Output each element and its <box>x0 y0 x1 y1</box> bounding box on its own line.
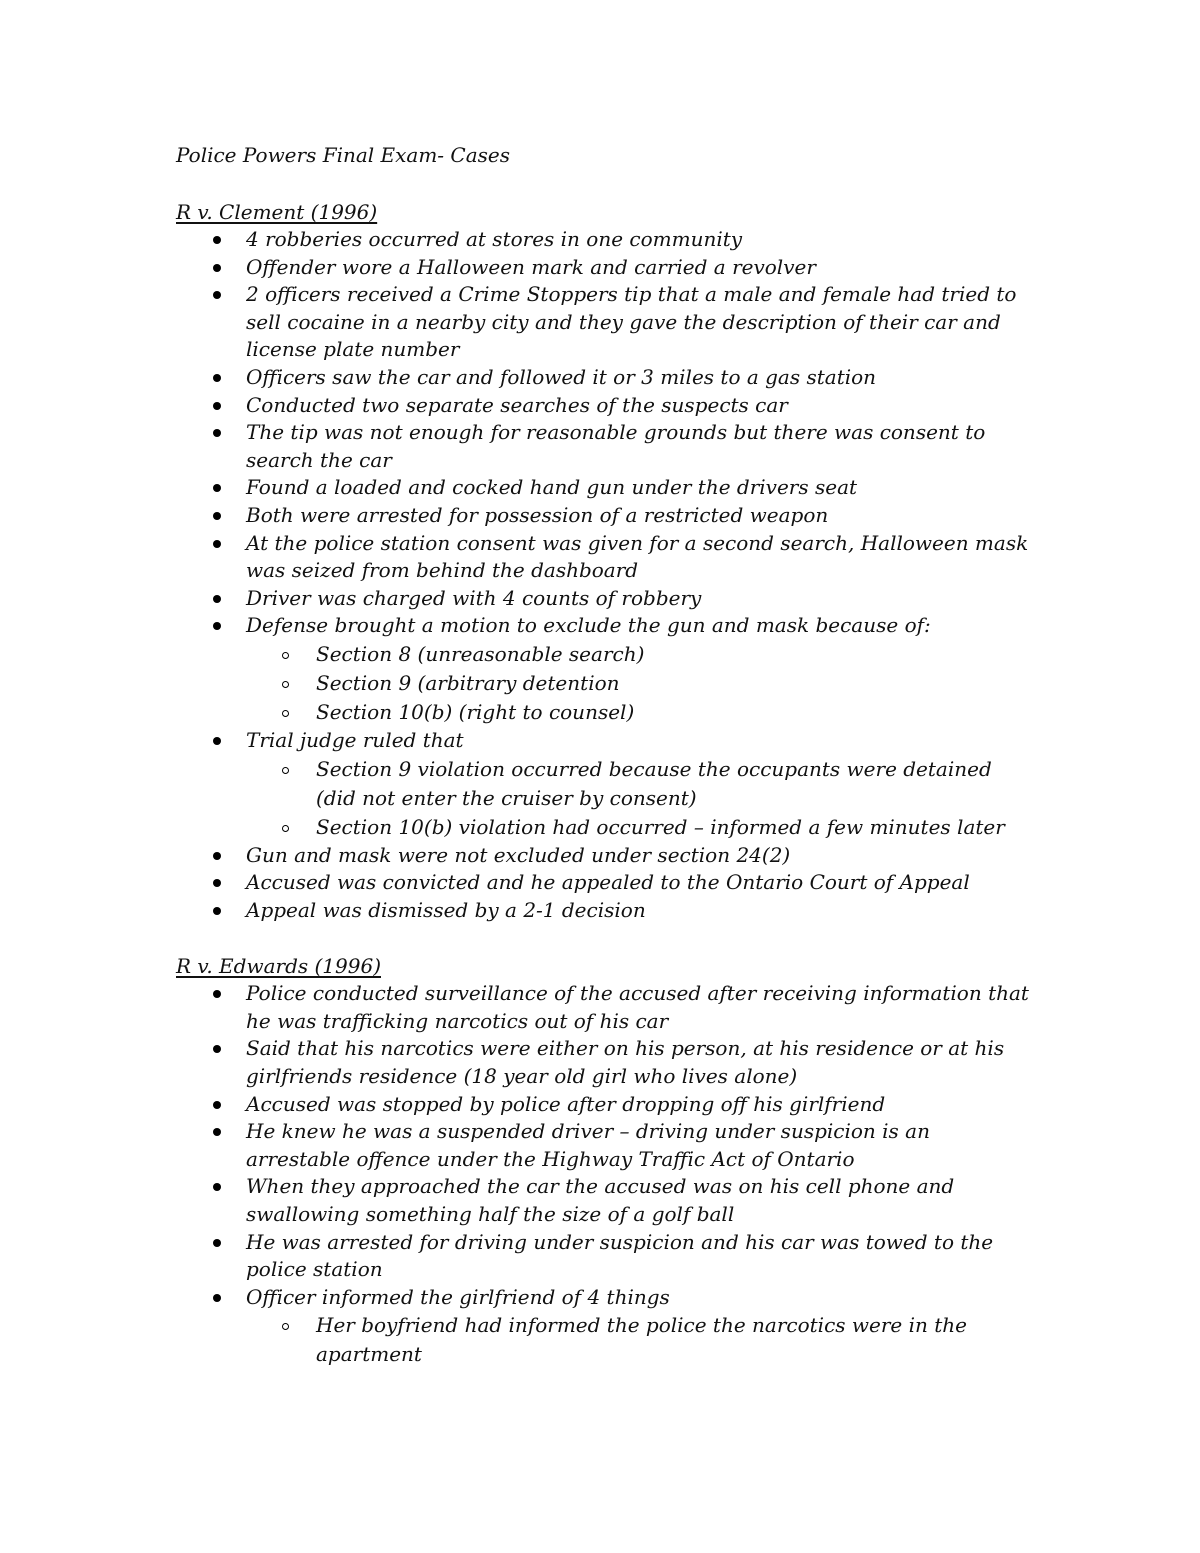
bullet-item <box>176 842 1036 870</box>
bullet-item <box>176 585 1036 613</box>
bullet-text: Accused was convicted and he appealed to the Ontario Court of Appeal <box>246 870 970 895</box>
hollow-circle-bullet-icon <box>282 1323 289 1330</box>
bullet-text: At the police station consent was given for a second search, Halloween mask was seized from behind the dashboard <box>246 530 1029 583</box>
bullet-dot-icon <box>213 374 221 382</box>
bullet-text: Appeal was dismissed by a 2-1 decision <box>246 897 646 922</box>
bullet-dot-icon <box>213 737 221 745</box>
sub-bullet-text: Section 9 (arbitrary detention <box>316 670 620 695</box>
bullet-dot-icon <box>213 484 221 492</box>
bullet-text: Found a loaded and cocked hand gun under the drivers seat <box>246 475 858 500</box>
bullet-dot-icon <box>213 512 221 520</box>
bullet-dot-icon <box>213 879 221 887</box>
bullet-dot-icon <box>213 907 221 915</box>
bullet-dot-icon <box>213 990 221 998</box>
bullet-dot-icon <box>213 540 221 548</box>
case-heading: R v. Edwards (1996) <box>176 954 381 979</box>
sub-bullet-list <box>246 1311 1036 1369</box>
sub-bullet-text: Section 8 (unreasonable search) <box>316 641 645 666</box>
bullet-text: Defense brought a motion to exclude the gun and mask because of: <box>246 613 931 638</box>
bullet-text: He was arrested for driving under suspicion and his car was towed to the police station <box>246 1229 994 1282</box>
bullet-text: Conducted two separate searches of the suspects car <box>246 392 788 417</box>
sub-bullet-list <box>246 640 1036 727</box>
bullet-text: Driver was charged with 4 counts of robbery <box>246 585 702 610</box>
bullet-text: He knew he was a suspended driver – driving under suspicion is an arrestable offence under the Highway Traffic Act of Ontario <box>246 1119 930 1171</box>
hollow-circle-bullet-icon <box>282 652 289 659</box>
bullet-list <box>176 226 1036 924</box>
bullet-item <box>176 1173 1036 1228</box>
bullet-item <box>176 226 1036 254</box>
hollow-circle-bullet-icon <box>282 681 289 688</box>
bullet-item <box>176 869 1036 897</box>
bullet-text: When they approached the car the accused was on his cell phone and swallowing something half the size of a golf ball <box>246 1174 955 1227</box>
bullet-text: The tip was not enough for reasonable grounds but there was consent to search the car <box>246 420 986 472</box>
bullet-dot-icon <box>213 429 221 437</box>
bullet-text: 4 robberies occurred at stores in one community <box>246 227 743 251</box>
bullet-dot-icon <box>213 622 221 630</box>
bullet-dot-icon <box>213 236 221 244</box>
bullet-item <box>176 530 1036 585</box>
bullet-text: Officers saw the car and followed it or 3 miles to a gas station <box>246 364 877 389</box>
bullet-item <box>176 1091 1036 1119</box>
sub-bullet-text: Her boyfriend had informed the police the narcotics were in the apartment <box>316 1313 967 1367</box>
bullet-dot-icon <box>213 1045 221 1053</box>
bullet-text: 2 officers received a Crime Stoppers tip that a male and female had tried to sell cocaine in a nearby city and they gave the description of their car and license plate number <box>246 282 1017 362</box>
bullet-text: Offender wore a Halloween mark and carried a revolver <box>246 254 816 279</box>
case-section <box>176 952 1036 1369</box>
sub-bullet-text: Section 10(b) (right to counsel) <box>316 699 635 724</box>
bullet-text: Said that his narcotics were either on his person, at his residence or at his girlfriends residence (18 year old girl who lives alone) <box>246 1036 1005 1089</box>
bullet-item <box>176 980 1036 1035</box>
bullet-text: Police conducted surveillance of the accused after receiving information that he was trafficking narcotics out of his car <box>246 981 1029 1033</box>
hollow-circle-bullet-icon <box>282 767 289 774</box>
bullet-item <box>176 1035 1036 1090</box>
case-section <box>176 198 1036 924</box>
case-heading: R v. Clement (1996) <box>176 200 378 224</box>
bullet-item <box>176 612 1036 727</box>
bullet-dot-icon <box>213 852 221 860</box>
bullet-dot-icon <box>213 402 221 410</box>
bullet-item <box>176 897 1036 925</box>
bullet-dot-icon <box>213 264 221 272</box>
bullet-dot-icon <box>213 291 221 299</box>
bullet-item <box>176 1118 1036 1173</box>
bullet-dot-icon <box>213 1101 221 1109</box>
bullet-item <box>176 1284 1036 1370</box>
bullet-item <box>176 364 1036 392</box>
bullet-text: Trial judge ruled that <box>246 727 464 752</box>
bullet-text: Gun and mask were not excluded under section 24(2) <box>246 842 791 867</box>
sub-bullet-text: Section 9 violation occurred because the occupants were detained (did not enter the cruiser by consent) <box>316 756 992 810</box>
sub-bullet-text: Section 10(b) violation had occurred – informed a few minutes later <box>316 814 1005 839</box>
cases-container <box>176 198 1036 1369</box>
sub-bullet-list <box>246 755 1036 842</box>
bullet-text: Both were arrested for possession of a restricted weapon <box>246 502 829 527</box>
bullet-text: Officer informed the girlfriend of 4 things <box>246 1284 670 1309</box>
sub-bullet-item <box>246 755 1036 813</box>
bullet-item <box>176 474 1036 502</box>
bullet-dot-icon <box>213 1294 221 1302</box>
bullet-list <box>176 980 1036 1369</box>
bullet-dot-icon <box>213 1183 221 1191</box>
hollow-circle-bullet-icon <box>282 825 289 832</box>
document-page <box>176 140 1036 1369</box>
sub-bullet-item <box>246 813 1036 842</box>
sub-bullet-item <box>246 640 1036 669</box>
bullet-item <box>176 281 1036 364</box>
bullet-dot-icon <box>213 1239 221 1247</box>
bullet-dot-icon <box>213 1128 221 1136</box>
document-title: Police Powers Final Exam- Cases <box>176 143 511 167</box>
sub-bullet-item <box>246 669 1036 698</box>
bullet-item <box>176 727 1036 842</box>
sub-bullet-item <box>246 698 1036 727</box>
bullet-text: Accused was stopped by police after dropping off his girlfriend <box>246 1091 886 1116</box>
sub-bullet-item <box>246 1311 1036 1369</box>
bullet-item <box>176 254 1036 282</box>
bullet-item <box>176 392 1036 420</box>
bullet-item <box>176 419 1036 474</box>
bullet-item <box>176 1229 1036 1284</box>
bullet-dot-icon <box>213 595 221 603</box>
bullet-item <box>176 502 1036 530</box>
hollow-circle-bullet-icon <box>282 710 289 717</box>
